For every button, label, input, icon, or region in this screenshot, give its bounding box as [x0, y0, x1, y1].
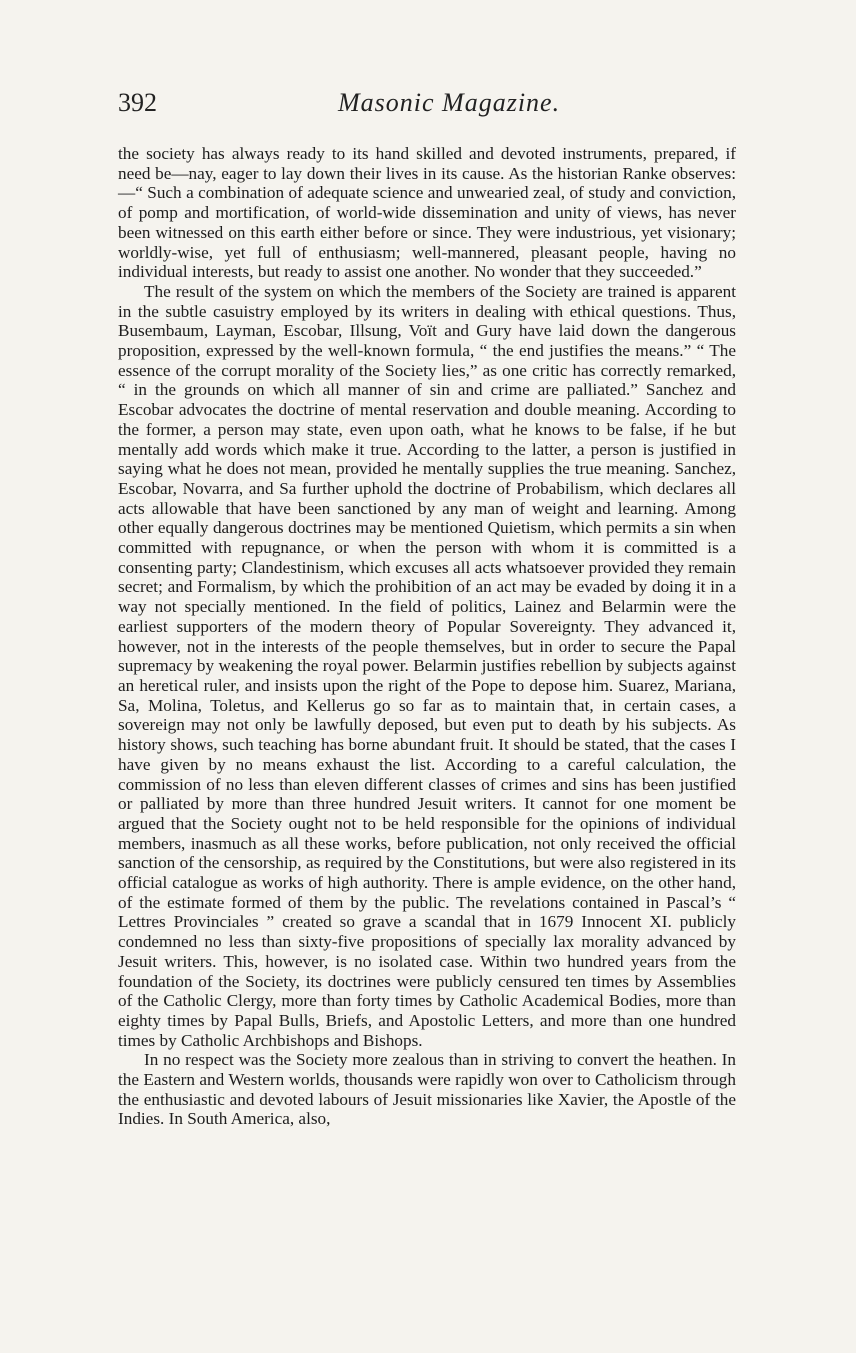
page-number: 392 — [118, 88, 157, 117]
paragraph-missions: In no respect was the Society more zealous than in striving to convert the heathen. In the Eastern and Western worlds, thousands were rapidly won over to Catholicism through the enthusiastic and devoted labours of Jesuit missionaries like Xavier, the Apostle of the Indies. In South America, also, — [118, 1050, 736, 1129]
article-body — [118, 144, 736, 1129]
running-title: Masonic Magazine. — [338, 88, 561, 117]
paragraph-casuistry: The result of the system on which the members of the Society are trained is apparent in the subtle casuistry employed by its writers in dealing with ethical questions. Thus, Busembaum, Layman, Escobar, Illsung, Voït and Gury have laid down the dangerous proposition, expressed by the well-known formula, “ the end justifies the means.” “ The essence of the corrupt morality of the Society lies,” as one critic has correctly remarked, “ in the grounds on which all manner of sin and crime are palliated.” Sanchez and Escobar advocates the doctrine of mental reservation and double meaning. According to the former, a person may state, even upon oath, what he knows to be false, if he but mentally add words which make it true. According to the latter, a person is justified in saying what he does not mean, provided he mentally supplies the true meaning. Sanchez, Escobar, Novarra, and Sa further uphold the doctrine of Probabilism, which declares all acts allowable that have been sanctioned by any man of weight and learning. Among other equally dangerous doctrines may be mentioned Quietism, which permits a sin when committed with repugnance, or when the person with whom it is committed is a consenting party; Clandestinism, which excuses all acts whatsoever provided they remain secret; and Formalism, by which the prohibition of an act may be evaded by doing it in a way not specially mentioned. In the field of politics, Lainez and Belarmin were the earliest supporters of the modern theory of Popular Sovereignty. They advanced it, however, not in the interests of the people themselves, but in order to secure the Papal supremacy by weakening the royal power. Belarmin justifies rebellion by subjects against an heretical ruler, and insists upon the right of the Pope to depose him. Suarez, Mariana, Sa, Molina, Toletus, and Kellerus go so far as to maintain that, in certain cases, a sovereign may not only be lawfully deposed, but even put to death by his subjects. As history shows, such teaching has borne abundant fruit. It should be stated, that the cases I have given by no means exhaust the list. According to a careful calculation, the commission of no less than eleven different classes of crimes and sins has been justified or palliated by more than three hundred Jesuit writers. It cannot for one moment be argued that the Society ought not to be held responsible for the opinions of individual members, inasmuch as all these works, before publication, not only received the official sanction of the censorship, as required by the Constitutions, but were also registered in its official catalogue as works of high authority. There is ample evidence, on the other hand, of the estimate formed of them by the public. The revelations contained in Pascal’s “ Lettres Provinciales ” created so grave a scandal that in 1679 Innocent XI. publicly condemned no less than sixty-five propositions of specially lax morality advanced by Jesuit writers. This, however, is no isolated case. Within two hundred years from the foundation of the Society, its doctrines were publicly censured ten times by Assemblies of the Catholic Clergy, more than forty times by Catholic Academical Bodies, more than eighty times by Papal Bulls, Briefs, and Apostolic Letters, and more than one hundred times by Catholic Archbishops and Bishops. — [118, 281, 736, 1050]
paragraph-continued: the society has always ready to its hand skilled and devoted instruments, prepared, if need be—nay, eager to lay down their lives in its cause. As the historian Ranke observes:—“ Such a combination of adequate science and unwearied zeal, of study and conviction, of pomp and mortification, of world-wide dissemination and unity of views, has never been witnessed on this earth either before or since. They were industrious, yet visionary; worldly-wise, yet full of enthusiasm; well-mannered, pleasant people, having no individual interests, but ready to assist one another. No wonder that they succeeded.” — [118, 144, 736, 282]
page-header — [118, 88, 738, 122]
